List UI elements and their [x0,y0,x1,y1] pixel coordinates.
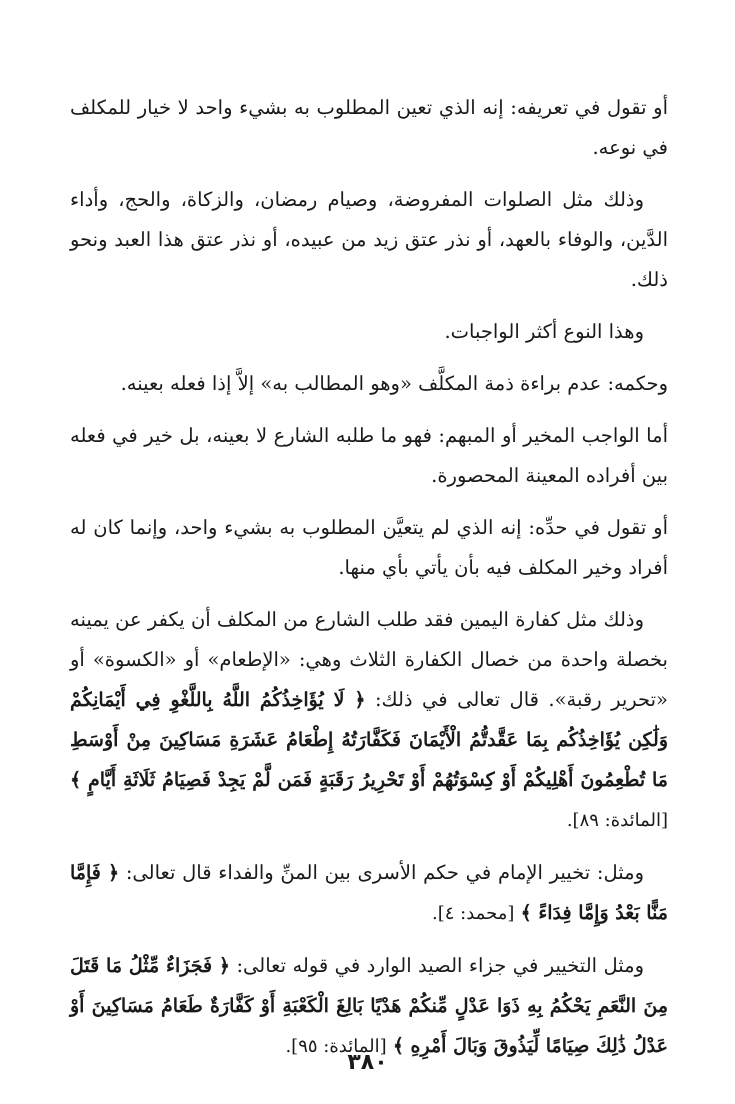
paragraph-text: وذلك مثل كفارة اليمين فقد طلب الشارع من المكلف أن يكفر عن يمينه بخصلة واحدة من خصال الكفارة الثلاث وهي: «الإطعام» أو «الكسوة» أو «تحرير رقبة». قال تعالى في ذلك: [70,608,668,711]
paragraph-ruling [70,364,668,404]
paragraph-most-common [70,312,668,352]
verse-reference: [محمد: ٤]. [432,903,515,924]
quran-verse: ﴿ لَا يُؤَاخِذُكُمُ اللَّهُ بِاللَّغْوِ فِي أَيْمَانِكُمْ وَلَٰكِن يُؤَاخِذُكُم بِمَا عَقَّدتُّمُ الْأَيْمَانَ فَكَفَّارَتُهُ إِطْعَامُ عَشَرَةِ مَسَاكِينَ مِنْ أَوْسَطِ مَا تُطْعِمُونَ أَهْلِيكُمْ أَوْ كِسْوَتُهُمْ أَوْ تَحْرِيرُ رَقَبَةٍ فَمَن لَّمْ يَجِدْ فَصِيَامُ ثَلَاثَةِ أَيَّامٍ ﴾ [70,689,668,791]
quran-verse: ﴿ فَجَزَاءٌ مِّثْلُ مَا قَتَلَ مِنَ النَّعَمِ يَحْكُمُ بِهِ ذَوَا عَدْلٍ مِّنكُمْ هَدْيًا بَالِغَ الْكَعْبَةِ أَوْ كَفَّارَةٌ طَعَامُ مَسَاكِينَ أَوْ عَدْلُ ذَٰلِكَ صِيَامًا لِّيَذُوقَ وَبَالَ أَمْرِهِ ﴾ [70,955,668,1057]
paragraph-text: وحكمه: عدم براءة ذمة المكلَّف «وهو المطالب به» إلاَّ إذا فعله بعينه. [120,372,668,395]
paragraph-oath-expiation [70,600,668,841]
verse-reference: [المائدة: ٨٩]. [566,810,668,831]
paragraph-examples-specific [70,180,668,300]
paragraph-text: وهذا النوع أكثر الواجبات. [444,320,644,343]
paragraph-text: وذلك مثل الصلوات المفروضة، وصيام رمضان، والزكاة، والحج، وأداء الدَّين، والوفاء بالعهد، أو نذر عتق زيد من عبيده، أو نذر عتق هذا العبد ونحو ذلك. [70,188,668,291]
paragraph-text: أو تقول في تعريفه: إنه الذي تعين المطلوب به بشيء واحد لا خيار للمكلف في نوعه. [70,96,668,159]
paragraph-text: ومثل التخيير في جزاء الصيد الوارد في قوله تعالى: [236,954,644,977]
paragraph-text: أو تقول في حدِّه: إنه الذي لم يتعيَّن المطلوب به بشيء واحد، وإنما كان له أفراد وخير المكلف فيه بأن يأتي بأي منها. [70,516,668,579]
page-number: ٣٨٠ [347,1050,388,1075]
quran-verse: ﴿ فَإِمَّا مَنًّا بَعْدُ وَإِمَّا فِدَاءً ﴾ [70,862,668,924]
paragraph-definition-alt [70,88,668,168]
paragraph-captives [70,853,668,934]
paragraph-hunting-penalty [70,946,668,1067]
page-body [70,88,668,1079]
paragraph-optional-obligation [70,416,668,496]
paragraph-text: أما الواجب المخير أو المبهم: فهو ما طلبه الشارع لا بعينه، بل خير في فعله بين أفراده المعينة المحصورة. [70,424,668,487]
paragraph-optional-definition [70,508,668,588]
verse-reference: [المائدة: ٩٥]. [285,1036,387,1057]
paragraph-text: ومثل: تخيير الإمام في حكم الأسرى بين المنِّ والفداء قال تعالى: [125,861,645,884]
